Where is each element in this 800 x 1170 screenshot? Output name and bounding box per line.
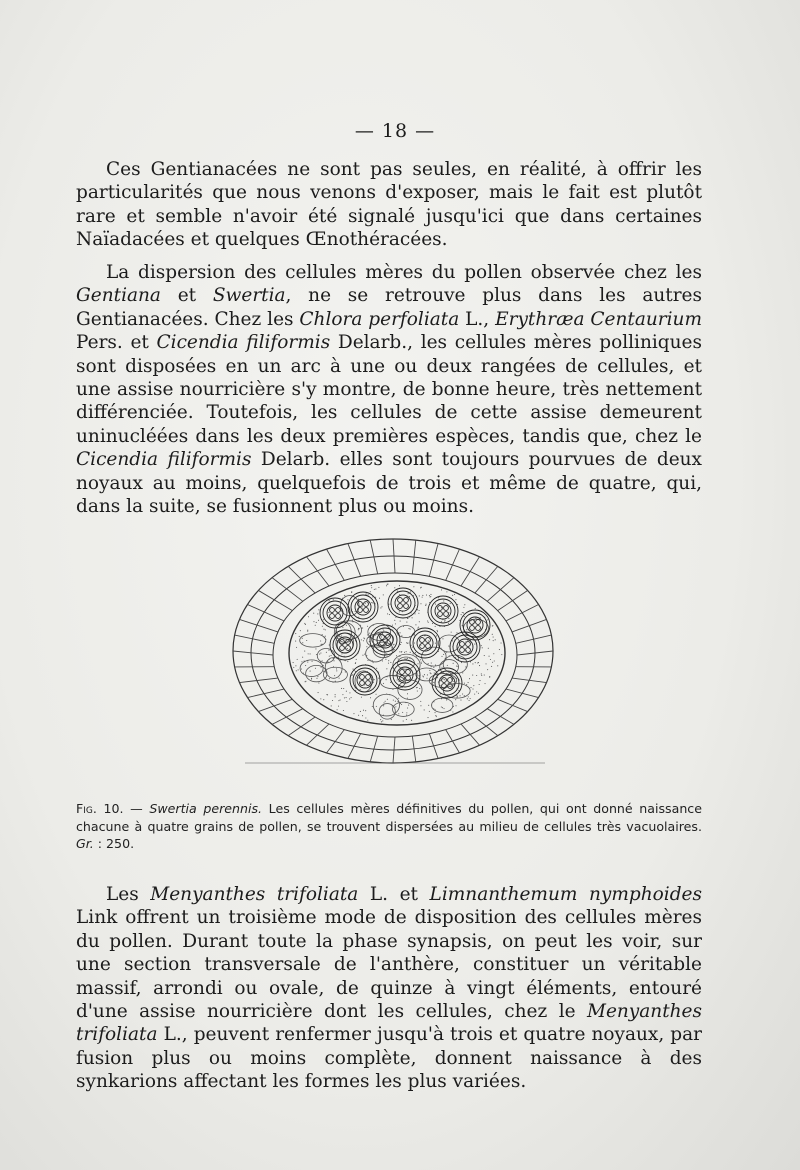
caption-gr: Gr.	[76, 836, 94, 851]
paragraph-3-text: L. et	[358, 884, 430, 905]
paragraph-2-text: et	[160, 285, 213, 307]
paragraph-3-text: L., peuvent renfermer jusqu'à trois et quatre noyaux, par fusion plus ou moins complète, donnent naissance à des synkarions affectant les formes les plus variées.	[76, 1024, 702, 1093]
figure-caption	[76, 800, 702, 853]
paragraph-1	[76, 158, 702, 252]
taxon-name: Gentiana	[76, 285, 161, 307]
paragraph-3-text: Les	[106, 884, 151, 905]
taxon-name: Cicendia filiformis	[76, 449, 252, 471]
paragraph-2-text: Delarb. elles sont toujours pourvues de deux noyaux au moins, quelquefois de trois et même de quatre, qui, dans la suite, se fusionnent plus ou moins.	[76, 449, 702, 518]
figure-species: Swertia perennis.	[149, 801, 263, 816]
caption-magnification: : 250.	[93, 836, 135, 851]
taxon-name: Erythræa Centaurium	[495, 308, 703, 330]
paragraph-2-text: Delarb., les cellules mères polliniques sont disposées en un arc à une ou deux rangées de cellules, et une assise nourricière s'y montre, de bonne heure, très nettement différenciée. Toutefois, les cellules de cette assise demeurent uninucléées dans les deux premières espèces, tandis que, chez le	[76, 332, 702, 447]
caption-text: Les cellules mères définitives du pollen, qui ont donné naissance chacune à quatre grains de pollen, se trouvent dispersées au milieu de cellules très vacuolaires.	[76, 801, 702, 834]
figure-label: Fig. 10.	[76, 801, 124, 816]
paragraph-2	[76, 261, 702, 518]
paragraph-3-text: Link offrent un troisième mode de disposition des cellules mères du pollen. Durant toute la phase synapsis, on peut les voir, sur une section transversale de l'anthère, constituer un véritable massif, arrondi ou ovale, de quinze à vingt éléments, entouré d'une assise nourricière dont les cellules, chez le	[76, 907, 702, 1023]
page-number: — 18 —	[354, 120, 436, 142]
taxon-name: Swertia	[212, 285, 286, 307]
taxon-name: Menyanthes trifoliata	[76, 1001, 702, 1046]
caption-text: —	[123, 801, 150, 816]
paragraph-2-text: L.,	[459, 308, 496, 330]
taxon-name: Menyanthes trifoliata	[150, 884, 359, 905]
paragraph-1-text: Ces Gentianacées ne sont pas seules, en réalité, à offrir les particularités que nous venons d'exposer, mais le fait est plutôt rare et semble n'avoir été signalé jusqu'ici que dans certaines Naïadacées et quelques Œnothéracées.	[76, 159, 702, 251]
paragraph-2-text: La dispersion des cellules mères du pollen observée chez les	[106, 262, 702, 283]
taxon-name: Chlora perfoliata	[299, 308, 460, 330]
taxon-name: Limnanthemum nymphoides	[429, 884, 702, 905]
figure-illustration	[225, 525, 565, 787]
paragraph-2-text: , ne se retrouve plus dans les autres Gentianacées. Chez les	[76, 285, 702, 330]
paragraph-3	[76, 883, 702, 1094]
paragraph-2-text: Pers. et	[76, 332, 157, 354]
taxon-name: Cicendia filiformis	[156, 332, 331, 354]
